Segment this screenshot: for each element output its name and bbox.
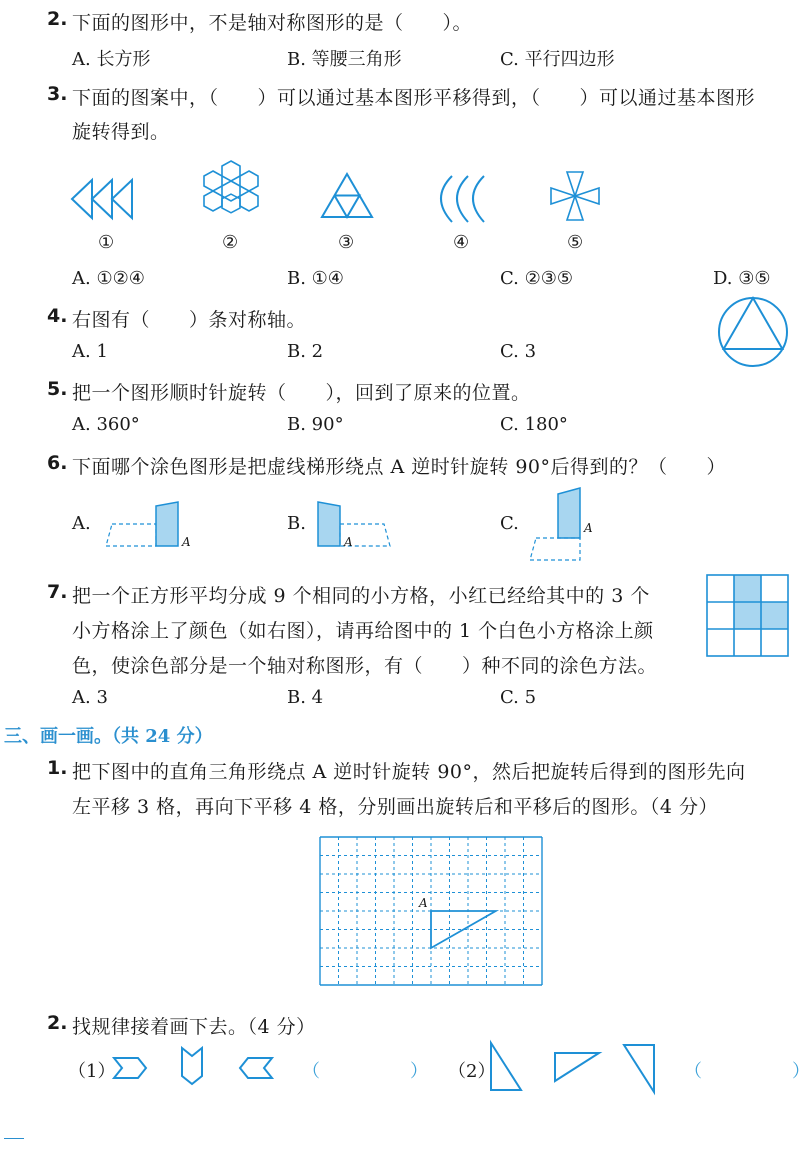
q3-figure-label-1: ① (98, 232, 115, 253)
q6-b-point-label: A (344, 535, 353, 549)
q6-text: 下面哪个涂色图形是把虚线梯形绕点 A 逆时针旋转 90°后得到的？（ ） (72, 456, 727, 478)
d2-sub1-label: （1） (68, 1061, 116, 1082)
q5-text: 把一个图形顺时针旋转（ ），回到了原来的位置。 (72, 382, 531, 404)
q6-option-a-figure (104, 500, 194, 552)
q3-figure-1 (70, 178, 140, 220)
q6-option-c-figure (528, 486, 618, 566)
q2-number: 2. (47, 8, 68, 30)
q6-option-b-figure (314, 500, 404, 552)
q7-option-a[interactable]: A. 3 (72, 687, 108, 708)
q6-number: 6. (47, 452, 68, 474)
d1-point-label: A (419, 896, 428, 910)
d2-sub1-answer-blank[interactable]: （ ） (302, 1061, 428, 1082)
q3-figure-label-4: ④ (453, 232, 470, 253)
q4-text: 右图有（ ）条对称轴。 (72, 309, 307, 331)
d1-line2: 左平移 3 格，再向下平移 4 格，分别画出旋转后和平移后的图形。（4 分） (72, 796, 718, 818)
q4-circle-triangle-figure (717, 296, 789, 368)
q3-option-a[interactable]: A. ①②④ (72, 268, 145, 289)
q7-option-c[interactable]: C. 5 (500, 687, 537, 708)
q3-option-c[interactable]: C. ②③⑤ (500, 268, 573, 289)
q4-number: 4. (47, 305, 68, 327)
q7-3x3-grid (706, 574, 790, 658)
q3-option-b[interactable]: B. ①④ (287, 268, 344, 289)
d2-text: 找规律接着画下去。（4 分） (72, 1016, 316, 1038)
q6-a-point-label: A (182, 535, 191, 549)
d2-number: 2. (47, 1012, 68, 1034)
q7-line1: 把一个正方形平均分成 9 个相同的小方格，小红已经给其中的 3 个 (72, 585, 650, 607)
q3-figure-label-5: ⑤ (567, 232, 584, 253)
q5-option-b[interactable]: B. 90° (287, 414, 344, 435)
d2-sub2-answer-blank[interactable]: （ ） (684, 1061, 810, 1082)
d2-sub2-shape-3 (621, 1042, 657, 1094)
d2-sub1-shape-3 (238, 1056, 276, 1080)
q6-option-a[interactable]: A. (72, 513, 91, 534)
q5-option-a[interactable]: A. 360° (72, 414, 140, 435)
q6-option-c[interactable]: C. (500, 513, 519, 534)
q3-figure-5 (550, 170, 600, 222)
q7-number: 7. (47, 581, 68, 603)
d1-number: 1. (47, 757, 68, 779)
q3-figure-4 (432, 174, 488, 224)
d2-sub1-shape-2 (180, 1046, 204, 1086)
q6-option-b[interactable]: B. (287, 513, 306, 534)
q2-option-b[interactable]: B. 等腰三角形 (287, 49, 402, 70)
d2-sub2-shape-1 (488, 1040, 524, 1092)
q3-figure-2 (201, 160, 261, 218)
d1-line1: 把下图中的直角三角形绕点 A 逆时针旋转 90°，然后把旋转后得到的图形先向 (72, 761, 746, 783)
section-3-title: 三、画一画。（共 24 分） (4, 726, 213, 747)
q4-option-a[interactable]: A. 1 (72, 341, 108, 362)
q7-option-b[interactable]: B. 4 (287, 687, 324, 708)
q3-line1: 下面的图案中，（ ）可以通过基本图形平移得到，（ ）可以通过基本图形 (72, 87, 756, 109)
q3-figure-label-3: ③ (338, 232, 355, 253)
d1-dashed-grid (318, 835, 544, 981)
q2-text: 下面的图形中，不是轴对称图形的是（ ）。 (72, 12, 473, 34)
q7-line3: 色，使涂色部分是一个轴对称图形，有（ ）种不同的涂色方法。 (72, 655, 658, 677)
q3-number: 3. (47, 83, 68, 105)
q2-option-c[interactable]: C. 平行四边形 (500, 49, 615, 70)
q3-option-d[interactable]: D. ③⑤ (713, 268, 771, 289)
q3-figure-label-2: ② (222, 232, 239, 253)
footer-rule (4, 1138, 24, 1139)
q5-number: 5. (47, 378, 68, 400)
q5-option-c[interactable]: C. 180° (500, 414, 568, 435)
q3-line2: 旋转得到。 (72, 121, 170, 143)
q2-option-a[interactable]: A. 长方形 (72, 49, 151, 70)
q4-option-c[interactable]: C. 3 (500, 341, 537, 362)
q4-option-b[interactable]: B. 2 (287, 341, 324, 362)
d2-sub2-label: （2） (448, 1061, 496, 1082)
d2-sub1-shape-1 (112, 1056, 148, 1080)
q3-figure-3 (320, 172, 374, 220)
d2-sub2-shape-2 (552, 1050, 602, 1084)
q6-c-point-label: A (584, 521, 593, 535)
q7-line2: 小方格涂上了颜色（如右图），请再给图中的 1 个白色小方格涂上颜 (72, 620, 654, 642)
